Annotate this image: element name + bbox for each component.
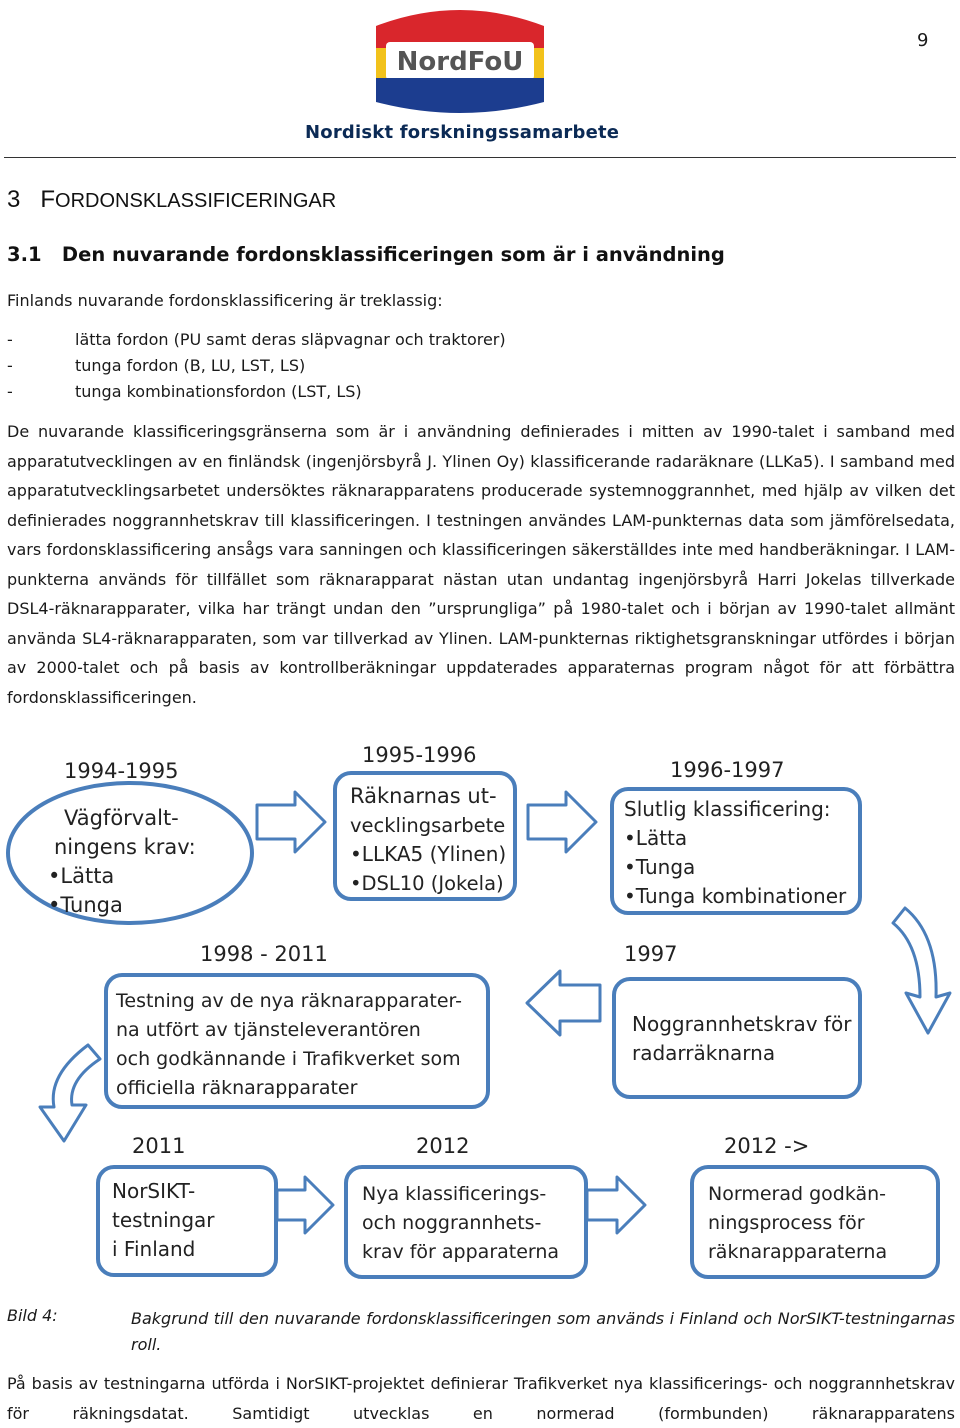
arrow-left-icon [527, 971, 600, 1035]
section-number: 3 [7, 186, 21, 213]
step-year: 1994-1995 [64, 759, 179, 783]
step-line: testningar [112, 1208, 215, 1232]
step-line: Vägförvalt- [64, 806, 179, 830]
logo-blue-band [376, 78, 544, 113]
step-year: 1995-1996 [362, 743, 477, 767]
step-line: na utfört av tjänsteleverantören [116, 1019, 421, 1041]
step-line: •Lätta [624, 826, 688, 850]
step-year: 2011 [132, 1134, 186, 1158]
arrow-right-icon [277, 1177, 333, 1233]
list-item [7, 382, 506, 408]
intro-paragraph: Finlands nuvarande fordonsklassificering är treklassig: [7, 291, 443, 310]
step-line: och godkännande i Trafikverket som [116, 1048, 461, 1070]
step-line: •Tunga [48, 893, 123, 917]
step-line: ningens krav: [54, 835, 196, 859]
step-line: Räknarnas ut- [350, 784, 497, 808]
step-line: •DSL10 (Jokela) [350, 872, 504, 895]
step-line: och noggrannhets- [362, 1212, 542, 1234]
vehicle-class-list [7, 330, 506, 408]
section-heading [7, 186, 336, 214]
step-box [614, 979, 860, 1097]
curved-arrow-down-icon [893, 908, 950, 1033]
step-line: ningsprocess för [708, 1212, 865, 1234]
step-line: Slutlig klassificering: [624, 797, 831, 821]
figure-caption-text: Bakgrund till den nuvarande fordonsklassificeringen som används i Finland och NorSIKT-testningarnas roll. [131, 1309, 955, 1354]
step-line: Nya klassificerings- [362, 1183, 547, 1205]
body-paragraph: De nuvarande klassificeringsgränserna som är i användning definierades i mitten av 1990-talet i samband med apparatutvecklingen av en finländsk (ingenjörsbyrå J. Ylinen Oy) klassificerande radaräknare (LLKa5). I samband med apparatutvecklingsarbetet undersöktes räknarapparatens producerade systemnoggrannhet, med hjälp av vilken det definierades noggrannhetskrav till klassificeringen. I testningen användes LAM-punkternas data som jämförelsedata, vars fordonsklassificering ansågs vara sanningen och klassificeringen säkerställdes inte med handberäkningar. I LAM-punkterna används för tillfället som räknarapparat nästan utan undantag ingenjörsbyrå Harri Jokelas tillverkade DSL4-räknarapparater, vilka har trängt undan den ”ursprungliga” på 1980-talet och i början av 1990-talet allmänt använda SL4-räknarapparaten, som var tillverkad av Ylinen. LAM-punkternas riktighetsgranskningar utfördes i början av 2000-talet och på basis av kontrollberäkningar uppdaterades apparaternas program något för att förbättra fordonsklassificeringen. [7, 422, 955, 707]
step-year: 2012 [416, 1134, 470, 1158]
step-line: Normerad godkän- [708, 1183, 887, 1205]
section-title-rest: ORDONSKLASSIFICERINGAR [55, 190, 337, 212]
step-line: Testning av de nya räknarapparater- [116, 990, 462, 1012]
list-marker: - [7, 330, 13, 349]
figure-caption-label: Bild 4: [7, 1306, 58, 1325]
step-line: •Tunga [624, 855, 696, 879]
list-item [7, 330, 506, 356]
timeline-figure [0, 735, 960, 1295]
step-line: •LLKA5 (Ylinen) [350, 842, 507, 866]
step-line: •Tunga kombinationer [624, 884, 847, 908]
arrow-right-icon [257, 792, 325, 852]
logo-wordmark: NordFoU [396, 47, 524, 77]
step-line: radarräknarna [632, 1041, 776, 1065]
step-line: vecklingsarbete [350, 814, 506, 837]
page-number: 9 [917, 30, 929, 51]
step-line: i Finland [112, 1237, 196, 1261]
section-title-initial: F [40, 186, 56, 213]
subsection-heading: 3.1 Den nuvarande fordonsklassificeringen som är i användning [7, 243, 725, 266]
nordfou-logo [366, 6, 554, 114]
list-marker: - [7, 382, 13, 401]
step-year: 1997 [624, 942, 678, 966]
step-line: officiella räknarapparater [116, 1077, 358, 1099]
arrow-right-icon [528, 792, 596, 852]
step-line: krav för apparaterna [362, 1241, 560, 1263]
arrow-right-icon [587, 1177, 645, 1233]
list-marker: - [7, 356, 13, 375]
step-year: 1998 - 2011 [200, 942, 328, 966]
step-line: •Lätta [48, 864, 115, 888]
header-divider [4, 157, 956, 158]
step-year: 1996-1997 [670, 758, 785, 782]
list-item [7, 356, 506, 382]
header-tagline: Nordiskt forskningssamarbete [305, 122, 620, 143]
step-line: räknarapparaterna [708, 1241, 888, 1263]
step-line: NorSIKT- [112, 1179, 196, 1203]
closing-paragraph: På basis av testningarna utförda i NorSIKT-projektet definierar Trafikverket nya klassificerings- och noggrannhetskrav för räkningsdatat. Samtidigt utvecklas en normerad (formbunden) räknarapparatens [7, 1374, 955, 1423]
list-item-text: tunga fordon (B, LU, LST, LS) [75, 356, 306, 375]
list-item-text: tunga kombinationsfordon (LST, LS) [75, 382, 362, 401]
step-year: 2012 -> [724, 1134, 810, 1158]
step-line: Noggrannhetskrav för [632, 1012, 852, 1036]
curved-arrow-down-icon [40, 1045, 100, 1141]
list-item-text: lätta fordon (PU samt deras släpvagnar och traktorer) [75, 330, 506, 349]
